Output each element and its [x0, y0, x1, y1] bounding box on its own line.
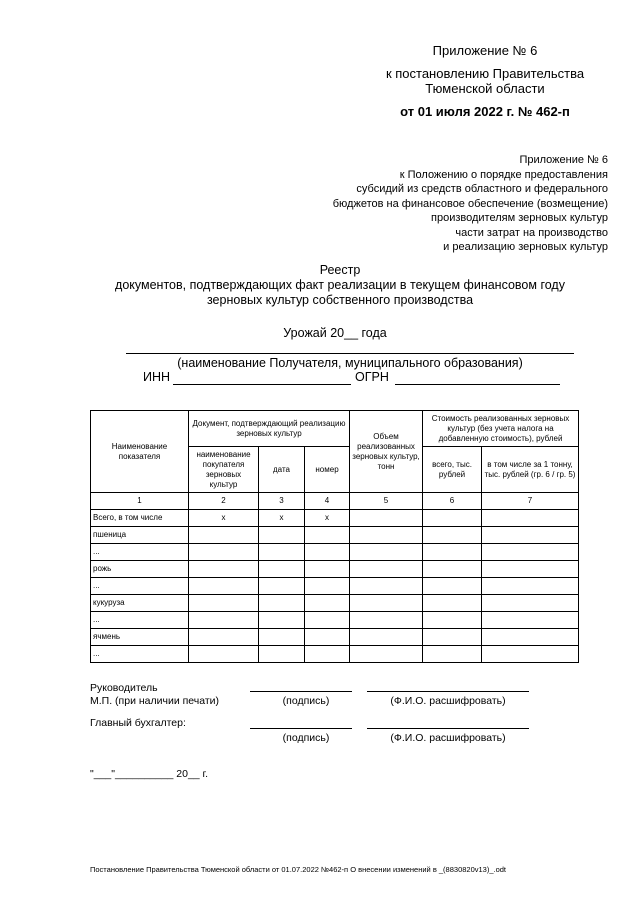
cell-cost-total: [423, 595, 482, 612]
cell-date: [259, 561, 305, 578]
row-name: пшеница: [91, 527, 189, 544]
cell-number: [305, 612, 350, 629]
table-row: [91, 595, 579, 612]
row-name: Всего, в том числе: [91, 510, 189, 527]
header-doc-date: дата: [259, 447, 305, 493]
row-name: рожь: [91, 561, 189, 578]
annex-sub-line: к Положению о порядке предоставления: [399, 168, 608, 181]
register-table: [90, 410, 579, 663]
cell-cost-total: [423, 561, 482, 578]
cell-volume: [350, 595, 423, 612]
column-number: 4: [305, 493, 350, 510]
cell-date: [259, 527, 305, 544]
table-row: [91, 561, 579, 578]
header-cost-total: всего, тыс. рублей: [423, 447, 482, 493]
head-name-line: [367, 691, 529, 692]
title-line: зерновых культур собственного производства: [206, 293, 474, 307]
annex-sub-line: части затрат на производство: [455, 226, 608, 239]
column-number-row: [91, 493, 579, 510]
table-row: [91, 578, 579, 595]
cell-cost-per-ton: [482, 595, 579, 612]
cell-volume: [350, 561, 423, 578]
cell-cost-per-ton: [482, 578, 579, 595]
ogrn-label: ОГРН: [355, 370, 389, 384]
inn-line: [173, 384, 351, 385]
annex-sub-block: [333, 153, 608, 255]
cell-date: [259, 544, 305, 561]
stamp-label: М.П. (при наличии печати): [90, 695, 220, 707]
cell-cost-per-ton: [482, 629, 579, 646]
date-line: "___"__________ 20__ г.: [90, 768, 209, 780]
cell-buyer: [189, 544, 259, 561]
cell-date: [259, 612, 305, 629]
title-line: документов, подтверждающих факт реализации в текущем финансовом году: [115, 278, 565, 292]
annex-date: от 01 июля 2022 г. № 462-п: [400, 104, 570, 119]
cell-cost-total: [423, 629, 482, 646]
row-name: ...: [91, 544, 189, 561]
recipient-line: [126, 353, 574, 354]
header-doc-buyer: наименование покупателя зерновых культур: [189, 447, 259, 493]
cell-buyer: [189, 595, 259, 612]
table-row: [91, 629, 579, 646]
cell-cost-total: [423, 612, 482, 629]
cell-date: [259, 646, 305, 663]
cell-cost-total: [423, 544, 482, 561]
cell-number: [305, 561, 350, 578]
recipient-caption: (наименование Получателя, муниципального образования): [177, 356, 523, 370]
cell-volume: [350, 612, 423, 629]
ogrn-line: [395, 384, 560, 385]
cell-number: [305, 629, 350, 646]
annex-ref-line: к постановлению Правительства: [385, 66, 585, 81]
column-number: 5: [350, 493, 423, 510]
accountant-signature-line: [250, 728, 352, 729]
cell-number: х: [305, 510, 350, 527]
table-row: [91, 646, 579, 663]
cell-cost-per-ton: [482, 612, 579, 629]
cell-volume: [350, 578, 423, 595]
annex-sub-line: субсидий из средств областного и федерального: [356, 183, 608, 195]
cell-cost-total: [423, 646, 482, 663]
column-number: 3: [259, 493, 305, 510]
name-caption: (Ф.И.О. расшифровать): [390, 695, 506, 707]
table-row: [91, 510, 579, 527]
cell-cost-total: [423, 510, 482, 527]
table-row: [91, 527, 579, 544]
column-number: 1: [91, 493, 189, 510]
header-doc-group: Документ, подтверждающий реализацию зерновых культур: [189, 411, 350, 447]
annex-sub-line: и реализацию зерновых культур: [443, 241, 608, 253]
row-name: кукуруза: [91, 595, 189, 612]
cell-number: [305, 544, 350, 561]
cell-volume: [350, 646, 423, 663]
row-name: ячмень: [91, 629, 189, 646]
cell-cost-per-ton: [482, 646, 579, 663]
column-number: 7: [482, 493, 579, 510]
cell-cost-total: [423, 578, 482, 595]
header-cost-group: Стоимость реализованных зерновых культур (без учета налога на добавленную стоимость), рублей: [423, 411, 579, 447]
row-name: ...: [91, 612, 189, 629]
cell-cost-per-ton: [482, 510, 579, 527]
cell-buyer: [189, 561, 259, 578]
cell-number: [305, 527, 350, 544]
cell-number: [305, 578, 350, 595]
annex-number: Приложение № 6: [432, 43, 538, 58]
head-signature-line: [250, 691, 352, 692]
cell-date: [259, 629, 305, 646]
harvest-year: Урожай 20__ года: [283, 326, 387, 340]
title-line: Реестр: [319, 263, 361, 277]
cell-date: [259, 578, 305, 595]
cell-cost-total: [423, 527, 482, 544]
inn-label: ИНН: [143, 370, 171, 384]
cell-volume: [350, 629, 423, 646]
cell-number: [305, 595, 350, 612]
name-caption-2: (Ф.И.О. расшифровать): [390, 732, 506, 744]
header-volume: Объем реализованных зерновых культур, тонн: [350, 411, 423, 493]
cell-buyer: х: [189, 510, 259, 527]
accountant-name-line: [367, 728, 529, 729]
cell-buyer: [189, 527, 259, 544]
annex-region: Тюменской области: [425, 81, 545, 96]
column-number: 6: [423, 493, 482, 510]
cell-number: [305, 646, 350, 663]
cell-cost-per-ton: [482, 561, 579, 578]
footer-text: Постановление Правительства Тюменской области от 01.07.2022 №462-п О внесении изменений в _(8830820v13)_.odt: [90, 865, 507, 874]
annex-sub-line: бюджетов на финансовое обеспечение (возмещение): [332, 197, 608, 210]
cell-buyer: [189, 646, 259, 663]
annex-sub-line: производителям зерновых культур: [431, 212, 608, 224]
column-number: 2: [189, 493, 259, 510]
cell-volume: [350, 544, 423, 561]
accountant-label: Главный бухгалтер:: [90, 717, 186, 729]
signature-caption: (подпись): [282, 695, 330, 707]
header-doc-number: номер: [305, 447, 350, 493]
cell-buyer: [189, 578, 259, 595]
header-cost-per-ton: в том числе за 1 тонну, тыс. рублей (гр. 6 / гр. 5): [482, 447, 579, 493]
document-title: [90, 263, 590, 308]
table-row: [91, 612, 579, 629]
signature-caption-2: (подпись): [282, 732, 330, 744]
cell-buyer: [189, 629, 259, 646]
cell-cost-per-ton: [482, 527, 579, 544]
table-row: [91, 544, 579, 561]
cell-date: [259, 595, 305, 612]
cell-date: х: [259, 510, 305, 527]
cell-buyer: [189, 612, 259, 629]
cell-volume: [350, 510, 423, 527]
annex-header: [360, 43, 610, 119]
cell-volume: [350, 527, 423, 544]
annex-sub-line: Приложение № 6: [519, 154, 608, 166]
head-label: Руководитель: [90, 682, 158, 694]
row-name: ...: [91, 578, 189, 595]
cell-cost-per-ton: [482, 544, 579, 561]
header-name: Наименование показателя: [91, 411, 189, 493]
row-name: ...: [91, 646, 189, 663]
